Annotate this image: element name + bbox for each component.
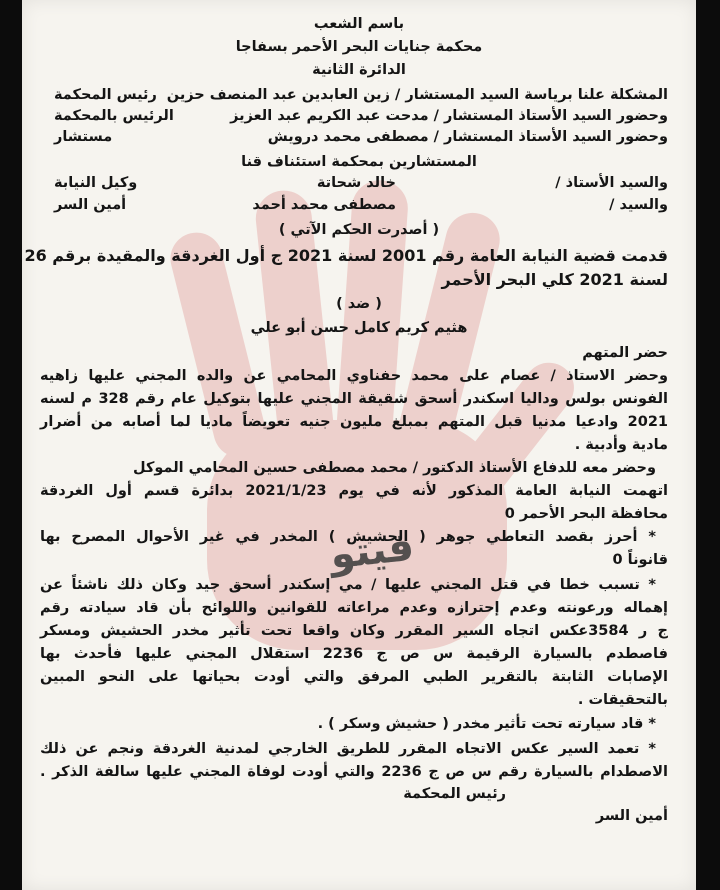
body-line: إهماله ورعونته وعدم إحترازه وعدم مراعاته للقوانين واللوائح بأن قاد سيادته رقم — [40, 600, 668, 616]
prosecution-role: وكيل النيابة — [54, 175, 138, 191]
prosecution-name: خالد شحاتة — [316, 175, 396, 191]
body-line: بالتحقيقات . — [577, 692, 668, 708]
body-line: 2021 وادعيا مدنيا قبل المتهم بمبلغ مليون جنيه تعويضاً ماديا لما أصابه من أضرار — [40, 414, 668, 430]
body-line: الإصابات الثابتة بالتقرير الطبي المرفق والتي أودت بحياتها على النحو المبين — [40, 669, 668, 685]
case-line-2: لسنة 2021 كلي البحر الأحمر — [441, 270, 668, 289]
panel-text: المشكلة علنا برياسة السيد المستشار / زين العابدين عبد المنصف حزين — [166, 87, 668, 103]
footer-row — [22, 786, 696, 806]
body-line: * تعمد السير عكس الاتجاه المقرر للطريق الخارجي لمدنية الغردقة ونجم عن ذلك — [40, 741, 656, 757]
basmala: باسم الشعب — [313, 16, 405, 32]
body-line: اتهمت النيابة العامة المذكور لأنه في يوم 2021/1/23 بدائرة قسم أول الغردقة — [40, 483, 669, 499]
body-line: الاصطدام بالسيارة رقم س ص ج 2236 والتي أودت لوفاة المجني عليها سالفة الذكر . — [40, 764, 669, 780]
body-line: مادية وأدبية . — [574, 437, 668, 453]
panel-text: وحضور السيد الأستاذ المستشار / مدحت عبد الكريم عبد العزيز — [230, 108, 668, 124]
body-line: محافظة البحر الأحمر 0 — [504, 506, 668, 522]
footer-row-2 — [22, 808, 696, 828]
body-line: وحضر معه للدفاع الأستاذ الدكتور / محمد مصطفى حسين المحامي الموكل — [133, 460, 656, 476]
secretary-row — [22, 197, 696, 217]
body-line: فاصطدم بالسيارة الرقيمة س ص ج 2236 استقلال المجني عليها فأحدث بها — [40, 646, 668, 662]
body-line: * قاد سيارته تحت تأثير مخدر ( حشيش وسكر ) . — [317, 716, 656, 732]
prosecution-prefix: والسيد الأستاذ / — [555, 175, 668, 191]
secretary-name: مصطفى محمد أحمد — [252, 197, 396, 213]
panel-role: رئيس المحكمة — [54, 87, 157, 103]
case-line-1: قدمت قضية النيابة العامة رقم 2001 لسنة 2021 ج أول الغردقة والمقيدة برقم 26 — [24, 246, 668, 265]
body-line: * تسبب خطا في قتل المجني عليها / مي إسكندر أسحق جيد وكان ذلك ناشئاً عن — [40, 577, 656, 593]
court-name: محكمة جنايات البحر الأحمر بسفاجا — [235, 39, 483, 55]
footer-secretary: أمين السر — [595, 808, 668, 824]
body-line: ج ر 3584عكس اتجاه السير المقرر وكان واقعا تحت تأثير مخدر الحشيش ومسكر — [40, 623, 668, 639]
secretary-prefix: والسيد / — [609, 197, 668, 213]
defendant-name: هثيم كريم كامل حسن أبو علي — [250, 320, 468, 336]
verdict-heading: ( أصدرت الحكم الآتي ) — [278, 222, 440, 238]
body-line: قانوناً 0 — [612, 552, 668, 568]
secretary-role: أمين السر — [54, 197, 127, 213]
circuit: الدائرة الثانية — [312, 62, 406, 78]
footer-president: رئيس المحكمة — [403, 786, 506, 802]
panel-row-judge-1 — [22, 108, 696, 128]
panel-role: الرئيس بالمحكمة — [54, 108, 174, 124]
against-heading: ( ضد ) — [336, 296, 382, 312]
body-line: حضر المتهم — [582, 345, 668, 361]
prosecution-row — [22, 175, 696, 195]
watermark-text: فيتو — [327, 523, 417, 579]
panel-role: مستشار — [54, 129, 113, 145]
body-line: وحضر الاستاذ / عصام على محمد حفناوي المحامي عن والده المجني عليها زاهيه — [40, 368, 668, 384]
panel-row-president — [22, 87, 696, 107]
document-page — [22, 0, 696, 890]
body-line: الفونس بولس وداليا اسكندر أسحق شقيقة المجني عليها بتوكيل عام رقم 328 م لسنه — [40, 391, 668, 407]
body-line: * أحرز بقصد التعاطي جوهر ( الحشيش ) المخدر في غير الأحوال المصرح بها — [40, 529, 656, 545]
counselors-line: المستشارين بمحكمة استئناف قنا — [241, 154, 477, 170]
panel-row-judge-2 — [22, 129, 696, 149]
panel-text: وحضور السيد الأستاذ المستشار / مصطفى محمد درويش — [267, 129, 668, 145]
